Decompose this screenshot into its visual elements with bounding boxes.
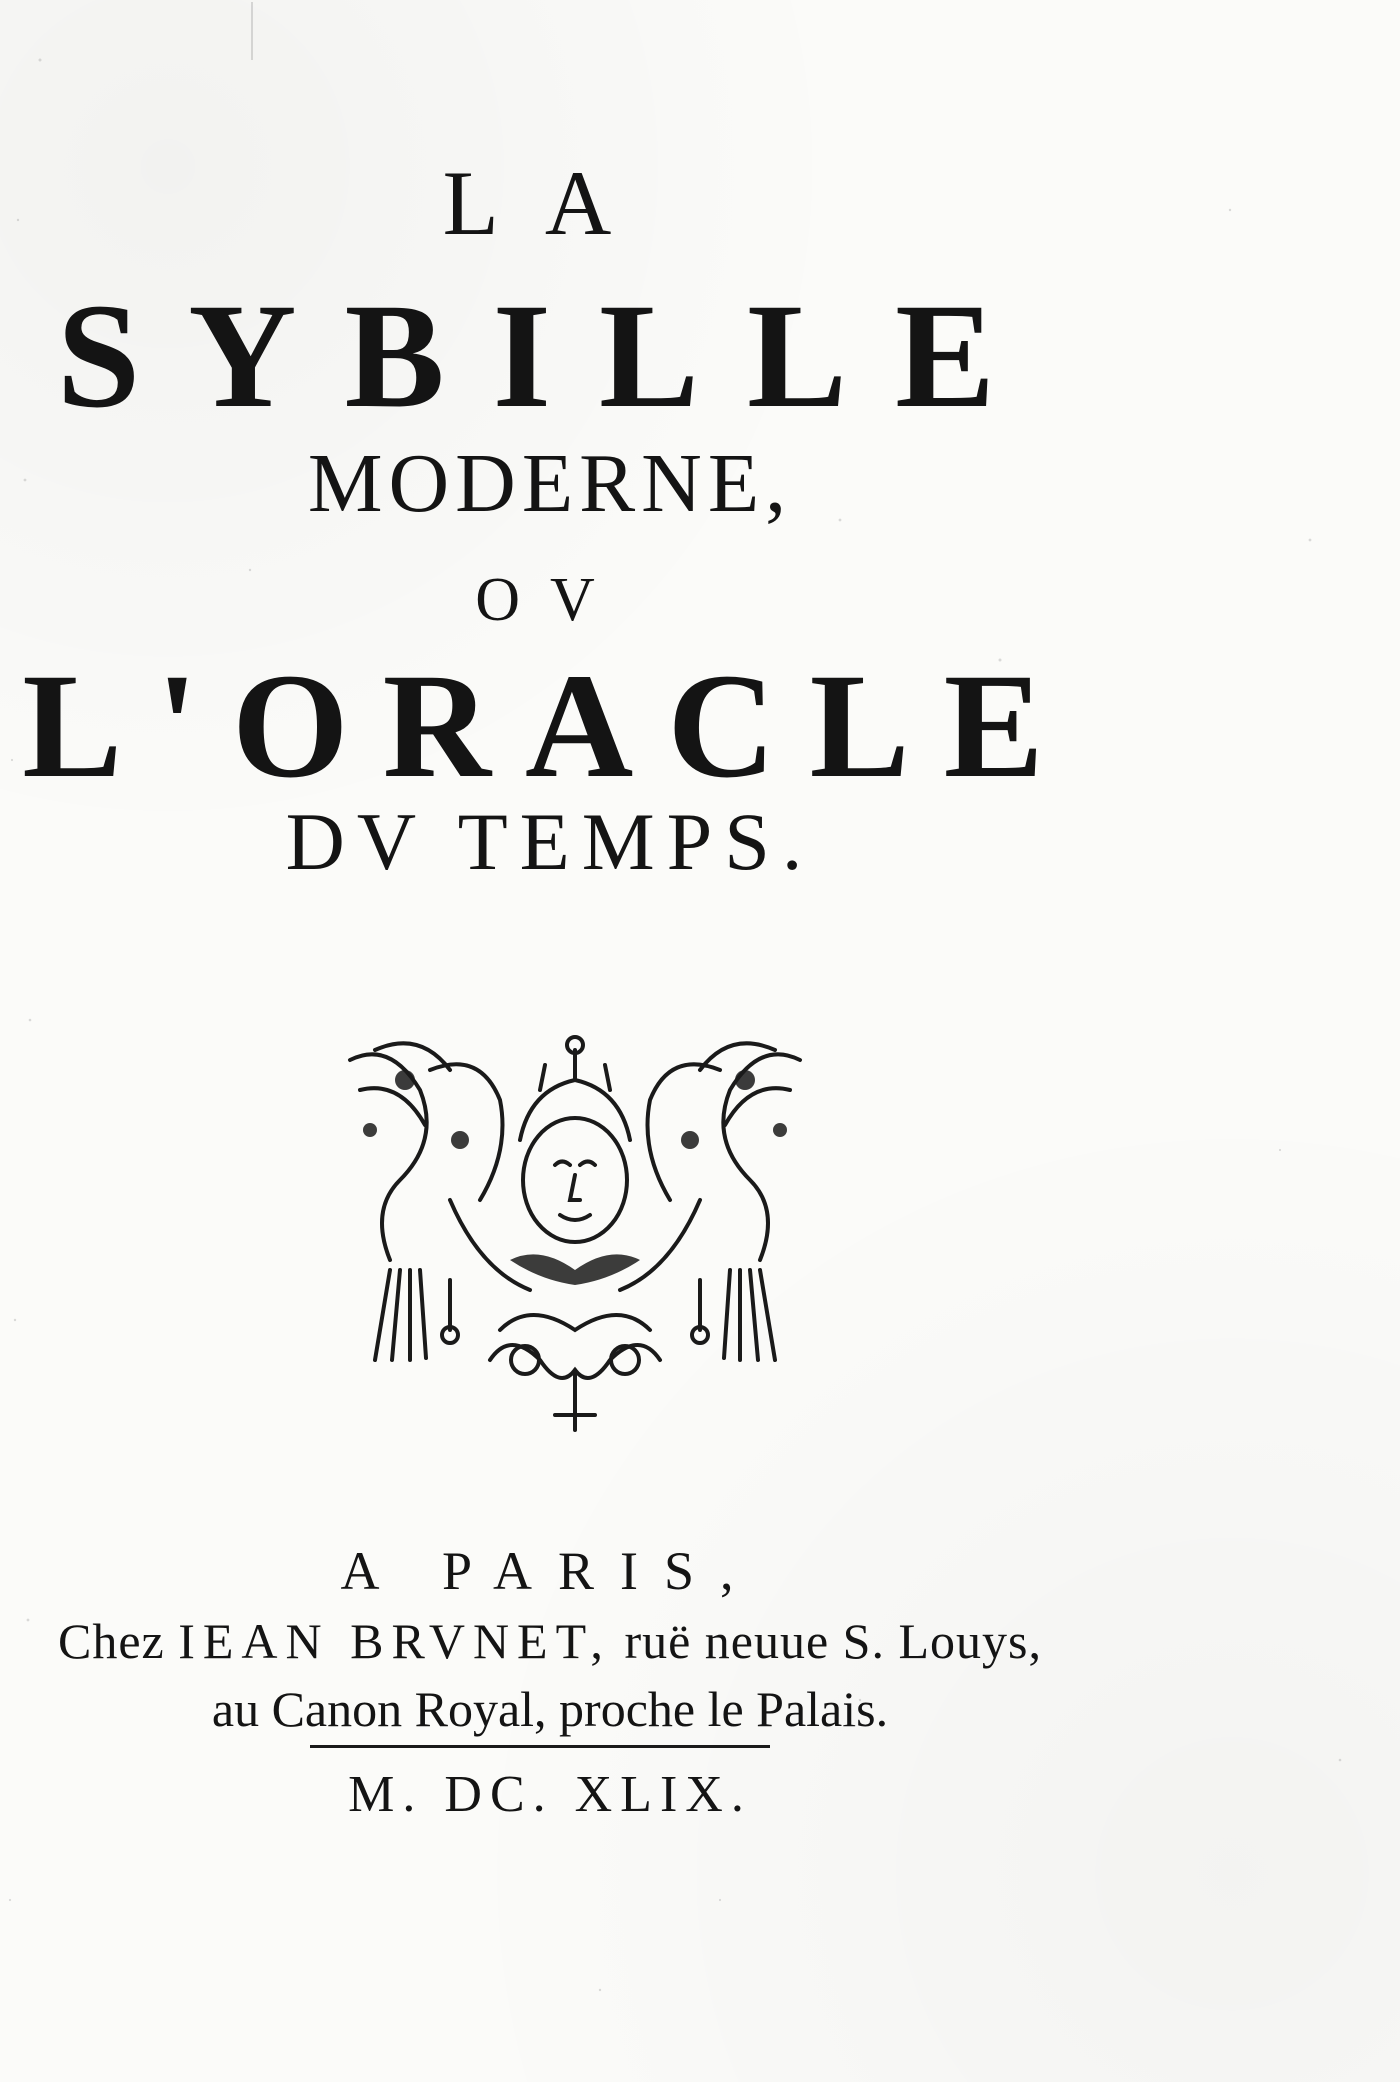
fleuron-icon	[330, 1030, 820, 1440]
imprint-rule	[310, 1745, 770, 1748]
title-line-ov: OV	[475, 566, 625, 634]
title-line-dv-temps: DV TEMPS.	[285, 796, 815, 887]
title-line-sybille: SYBILLE	[56, 273, 1044, 439]
title-line-oracle: L'ORACLE	[22, 643, 1078, 809]
title-line-moderne: MODERNE,	[307, 437, 793, 530]
publication-date: M. DC. XLIX.	[348, 1766, 752, 1823]
imprint-printer-name: IEAN BRVNET,	[178, 1613, 611, 1669]
imprint-printer-line	[30, 1612, 1070, 1670]
imprint-city: A PARIS,	[340, 1541, 760, 1601]
imprint-address-1: ruë neuue S. Louys,	[624, 1613, 1042, 1669]
title-line-la: LA	[442, 152, 658, 254]
imprint-printer-prefix: Chez	[58, 1613, 165, 1669]
imprint-address-2: au Canon Royal, proche le Palais.	[211, 1681, 889, 1737]
